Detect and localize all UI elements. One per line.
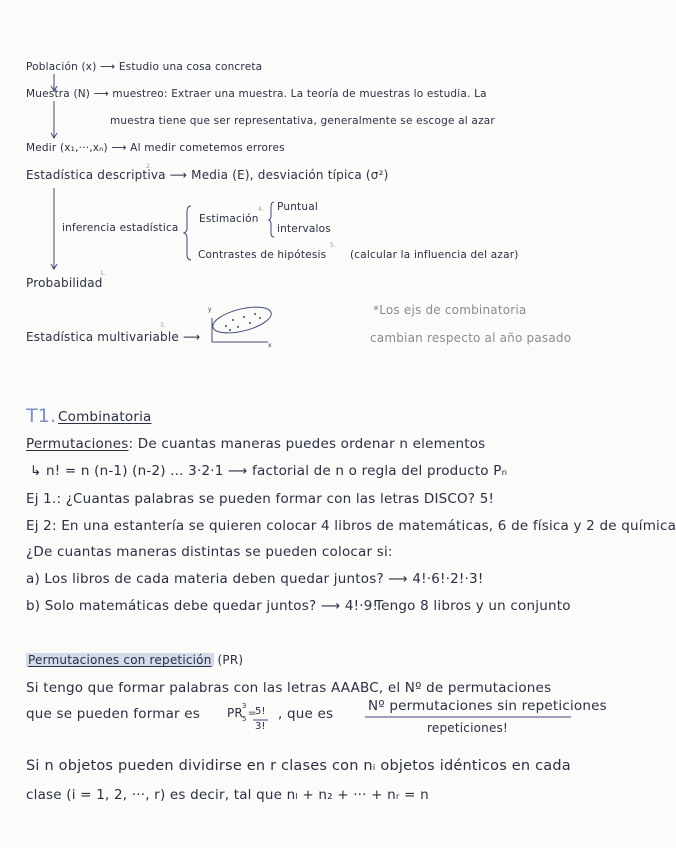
pr-line-4: clase (i = 1, 2, ···, r) es decir, tal que nₗ + n₂ + ··· + nᵣ = n [26, 787, 429, 803]
pr-line-2: que se pueden formar es [26, 706, 201, 722]
option-a-line: a) Los libros de cada materia deben quedar juntos? ⟶ 4!·6!·2!·3! [26, 571, 484, 587]
muestra-line-2: muestra tiene que ser representativa, generalmente se escoge al azar [110, 115, 495, 127]
intervalos-label: intervalos [277, 223, 331, 235]
question-line: ¿De cuantas maneras distintas se pueden colocar si: [26, 544, 393, 560]
ref-number: 2. [146, 163, 152, 170]
pr-line-3: Si n objetos pueden dividirse en r clases con nᵢ objetos idénticos en cada [26, 758, 571, 774]
scatter-point [237, 326, 239, 328]
poblacion-line: Población (x) ⟶ Estudio una cosa concreta [26, 61, 263, 73]
permutaciones-text: : De cuantas maneras puedes ordenar n elementos [128, 436, 486, 452]
pr-frac-num: 5! [255, 706, 266, 717]
ej1-line: Ej 1.: ¿Cuantas palabras se pueden formar con las letras DISCO? 5! [26, 491, 495, 507]
permutaciones-line [26, 436, 485, 452]
pr-subscript: 5 [242, 715, 247, 723]
pr-line-1: Si tengo que formar palabras con las letras AAABC, el Nº de permutaciones [26, 680, 552, 696]
scatter-point [225, 325, 227, 327]
estimacion-label: Estimación [199, 213, 259, 225]
contrastes-label: Contrastes de hipótesis [198, 249, 327, 261]
section-title: Combinatoria [58, 409, 152, 425]
ref-number: 4. [258, 206, 264, 213]
pr-que-es: , que es [278, 706, 334, 722]
scatter-y-label: y [208, 306, 212, 313]
inferencia-label: inferencia estadística [62, 222, 179, 234]
pr-symbol: PR [227, 706, 243, 720]
medir-line: Medir (x₁,···,xₙ) ⟶ Al medir cometemos errores [26, 142, 285, 154]
side-note-1: *Los ejs de combinatoria [373, 303, 527, 317]
muestra-line: Muestra (N) ⟶ muestreo: Extraer una muestra. La teoría de muestras lo estudia. La [26, 88, 487, 100]
side-note-2: cambian respecto al año pasado [370, 331, 572, 345]
ej2-line: Ej 2: En una estantería se quieren colocar 4 libros de matemáticas, 6 de física y 2 de química [26, 518, 676, 534]
pr-title: Permutaciones con repetición [28, 653, 212, 667]
pr-equals: = [248, 708, 257, 719]
scatter-point [243, 316, 245, 318]
pr-frac-den: 3! [255, 721, 266, 732]
scatter-point [249, 322, 251, 324]
down-arrow-2 [51, 101, 57, 138]
scatter-point [232, 319, 234, 321]
scatter-axes [212, 318, 268, 342]
section-number: T1. [26, 405, 57, 427]
ref-number: 3. [160, 322, 166, 329]
probabilidad-label: Probabilidad [26, 276, 103, 290]
big-frac-den: repeticiones! [427, 721, 509, 735]
scatter-point [254, 313, 256, 315]
option-b-line: b) Solo matemáticas debe quedar juntos? ⟶ 4!·9! [26, 598, 379, 614]
down-arrow-3 [51, 188, 57, 269]
big-frac-num: Nº permutaciones sin repeticiones [368, 698, 607, 714]
scatter-point [259, 317, 261, 319]
estadistica-descriptiva-line: Estadística descriptiva ⟶ Media (E), desviación típica (σ²) [26, 168, 389, 182]
brace-large [184, 206, 191, 260]
permutaciones-label: Permutaciones [26, 436, 129, 452]
puntual-label: Puntual [277, 201, 318, 213]
ref-number: 5. [330, 242, 336, 249]
brace-small [269, 202, 274, 237]
scatter-x-label: x [268, 342, 272, 349]
pr-superscript: 3 [242, 702, 247, 710]
option-b-note: Tengo 8 libros y un conjunto [375, 598, 571, 614]
multivariable-label: Estadística multivariable ⟶ [26, 330, 201, 344]
contrastes-note: (calcular la influencia del azar) [350, 249, 519, 261]
factorial-line: ↳ n! = n (n-1) (n-2) ... 3·2·1 ⟶ factorial de n o regla del producto Pₙ [30, 463, 508, 479]
scatter-ellipse [210, 302, 274, 338]
pr-abbr: (PR) [217, 653, 244, 667]
scatter-point [229, 329, 231, 331]
ref-number: 1. [100, 270, 106, 277]
pr-heading [26, 653, 243, 667]
